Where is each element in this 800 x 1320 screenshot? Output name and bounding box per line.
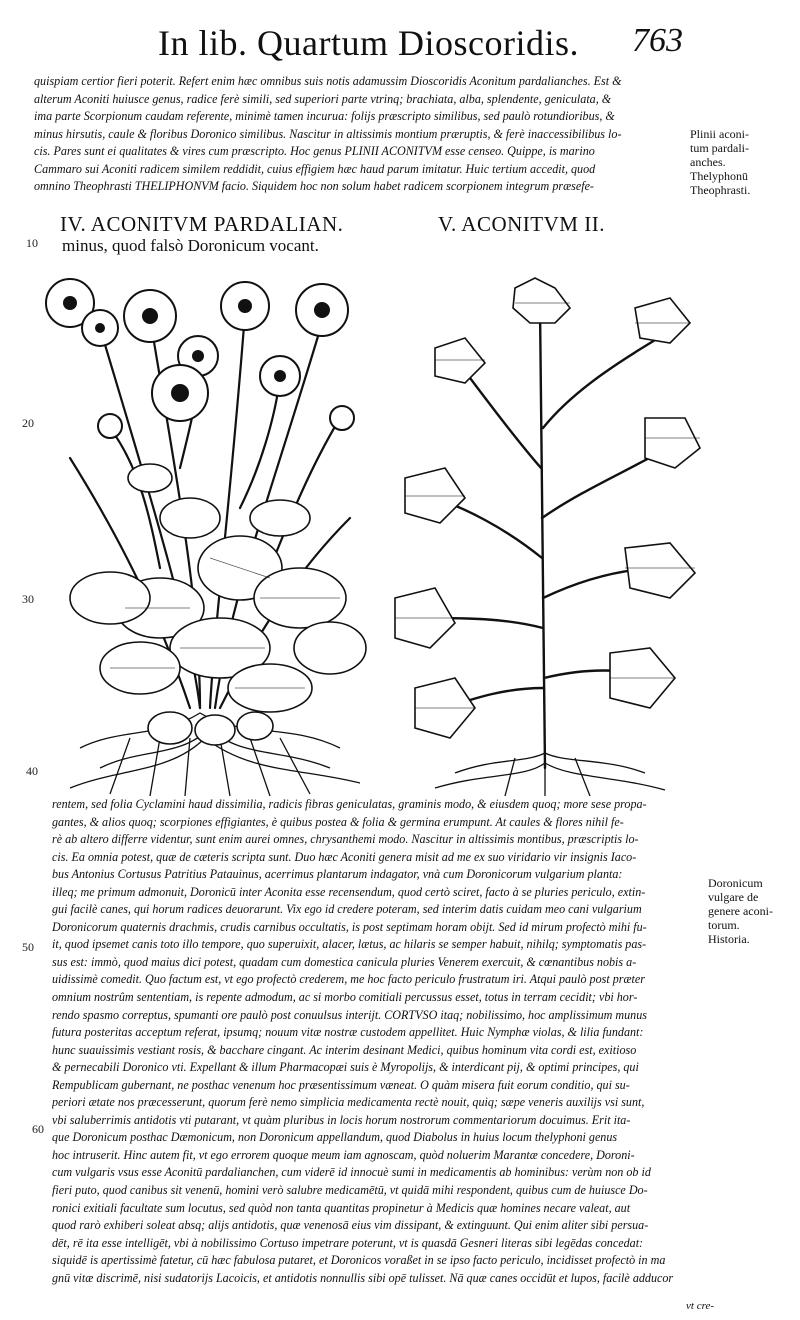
text-line: que Doronicum posthac Dæmonicum, non Doronicum appellandum, quod Diabolus in huius locum thelyphoni genus xyxy=(52,1130,618,1145)
margin-note-line: tum pardali- xyxy=(690,141,749,155)
line-number: 30 xyxy=(22,592,34,606)
catchword: vt cre- xyxy=(686,1300,714,1312)
text-line: Rempublicam gubernant, ne posthac venenum hoc præsentissimum væneat. O quàm misera fuit eorum conditio, qui su- xyxy=(52,1077,630,1092)
text-line: dēt, rē ita esse intelligēt, vbi à nobilissimo Cortuso impetrare poterunt, vt is quasdā Gesneri literas sibi legēdas concedat: xyxy=(52,1235,644,1250)
text-line: minus hirsutis, caule & floribus Doronico similibus. Nascitur in altissimis montium præruptis, & ferè inaccessibilibus lo- xyxy=(34,126,622,141)
margin-note-line: Doronicum xyxy=(708,876,763,890)
margin-note-line: genere aconi- xyxy=(708,904,773,918)
body-paragraph xyxy=(52,796,708,1287)
text-line: bus Antonius Cortusus Patritius Patauinus, acerrimus plantarum indagator, vnà cum Doronicorum vulgarium planta: xyxy=(52,867,623,882)
margin-note-line: anches. xyxy=(690,155,726,169)
margin-note-line: Thelyphonū xyxy=(690,169,748,183)
line-number: 40 xyxy=(26,764,38,778)
text-line: omnium nostrûm sententiam, is repente admodum, ac si morbo comitiali percussus esset, totus in terram cecidit; vbi hor- xyxy=(52,990,638,1005)
text-line: uidissimè comedit. Quo factum est, vt ego profectò crederem, me hoc facto periculo frustratum iri. Atqui paulò post præter xyxy=(52,972,645,987)
woodcut-aconitum-pardalianches xyxy=(40,268,370,796)
text-line: siquidē is apertissimè fatetur, cū hæc fabulosa putaret, et Doronicos voraßet in se ipso facto periculo, incidisset profectò in ma xyxy=(52,1253,666,1268)
margin-note-line: torum. xyxy=(708,918,740,932)
text-line: periori ætate nos præcesserunt, quorum ferè nemo simplicia medicamenta rectè nouit, quiq; sæpe veneris auxilijs vsi sunt, xyxy=(52,1095,645,1110)
text-line: gnū vitæ discrimē, nisi sudatorijs Lacoicis, et antidotis nonnullis sibi opē tulisset. Nā quæ canes occidūt et lupos, facilè adducor xyxy=(52,1270,674,1285)
text-line: it, quod ipsemet canis toto illo tempore, quo superuixit, alacer, lætus, ac hilaris se semper habuit, nihilq; symptomatis pas- xyxy=(52,937,647,952)
text-line: gui facilè canes, qui horum radices deuorarunt. Vix ego id credere poteram, sed interim datis cuidam meo cani vulgarium xyxy=(52,902,642,917)
margin-note-line: Plinii aconi- xyxy=(690,127,749,141)
running-title: In lib. Quartum Dioscoridis. xyxy=(158,23,579,63)
text-line: & pernecabili Doronico vti. Expellant & illum Pharmacopæi suis è Myropolijs, & interdicant pij, & optimi principes, qui xyxy=(52,1060,639,1075)
text-line: rè ab altero differre videntur, sunt enim aurei omnes, chrysanthemi modo. Nascitur in altissimis montibus, præscriptis lo- xyxy=(52,832,639,847)
line-number: 20 xyxy=(22,416,34,430)
text-line: cis. Pares sunt ei qualitates & vires cum præscripto. Hoc genus PLINII ACONITVM esse censeo. Quippe, is marino xyxy=(34,144,595,159)
page-header xyxy=(0,18,800,70)
top-paragraph xyxy=(34,73,686,196)
text-line: alterum Aconiti huiusce genus, radice ferè simili, sed superiori parte vtrinq; brachiata, alba, splendente, geniculata, & xyxy=(34,91,612,106)
margin-note-doronicum xyxy=(708,876,800,946)
text-line: hunc suauissimis vestiant rosis, & bacchare cingant. Ac interim desinant Medici, quibus hominum vita cordi est, exitioso xyxy=(52,1042,637,1057)
text-line: quispiam certior fieri poterit. Refert enim hæc omnibus suis notis adamussim Dioscoridis Aconitum pardalianches. Est & xyxy=(34,74,622,88)
text-line: rendo spasmo correptus, spumanti ore paulò post conuulsus interijt. CORTVSO itaq; nobilissimo, hoc amplissimum munus xyxy=(52,1007,647,1022)
text-line: illeq; me primum admonuit, Doronicū inter Aconita esse recensendum, quod certò sciret, facto à se pluries periculo, extin- xyxy=(52,884,646,899)
text-line: Cammaro sui Aconiti radicem similem reddidit, cuius effigiem hæc haud parum imitatur. Huic tertium accedit, quod xyxy=(34,161,596,176)
text-line: ronici exitiali facultate sum locutus, sed quòd non tanta quantitas propinetur à Medicis quæ homines necare valeat, aut xyxy=(52,1200,631,1215)
text-line: cum vulgaris vsus esse Aconitū pardalianchen, cum viderē id innocuè sumi in medicamentis ab hominibus: verùm non ob id xyxy=(52,1165,651,1180)
line-number: 10 xyxy=(26,236,38,250)
margin-note-plinius xyxy=(690,127,800,197)
text-line: rentem, sed folia Cyclamini haud dissimilia, radicis fibras geniculatas, graminis modo, & eiusdem quoq; more sese propa- xyxy=(52,797,647,811)
text-line: Doronicorum quaternis drachmis, crudis carnibus occultatis, is post septimam horam obijt. Sed id mirum profectò mihi fu- xyxy=(52,919,647,934)
text-line: ima parte Scorpionum caudam referente, minimè tamen incurua: folijs præscripto similibus, sed paulò rotundioribus, & xyxy=(34,109,615,124)
text-line: fieri puto, quod canibus sit venenū, homini verò salubre medicamētū, vt quidā mihi respondent, quibus cum de huiusce Do- xyxy=(52,1183,648,1198)
text-line: futura posteritas acceptum referat, ipsumq; nouum vitæ nostræ custodem appellitet. Huic Nymphæ violas, & lilia fundant: xyxy=(52,1025,644,1040)
line-number: 60 xyxy=(32,1122,44,1136)
woodcut-aconitum-ii xyxy=(395,268,705,796)
text-line: sus est: immò, quod maius dici potest, quadam cum domestica canicula pluries Venerem exercuit, & cœnantibus nobis a- xyxy=(52,954,637,969)
text-line: vbi saluberrimis antidotis vti putarant, vt quàm pluribus in locis horum nostrorum commentariorum docuimus. Erit ita- xyxy=(52,1112,631,1127)
text-line: omnino Theophrasti THELIPHONVM facio. Siquidem hoc non solum habet radicem scorpionem integrum præsefe- xyxy=(34,179,594,194)
figure-subtitle-iv: minus, quod falsò Doronicum vocant. xyxy=(62,236,319,255)
margin-note-line: Theophrasti. xyxy=(690,183,751,197)
page-number: 763 xyxy=(632,22,683,59)
text-line: cis. Ea omnia potest, quæ de cæteris scripta sunt. Duo hæc Aconiti genera misit ad me ex suo viridario vir insignis Iaco- xyxy=(52,849,637,864)
figure-title-iv: IV. ACONITVM PARDALIAN. xyxy=(60,212,344,236)
text-line: quod rarò exhiberi soleat absq; alijs antidotis, quæ venenosā eius vim dissipant, & extinguunt. Qui enim aliter sibi persua- xyxy=(52,1218,649,1233)
margin-note-line: vulgare de xyxy=(708,890,759,904)
text-line: hoc intruserit. Hinc autem fit, vt ego errorem quoque meum iam agnoscam, quòd noluerim Marantæ concedere, Doroni- xyxy=(52,1147,635,1162)
text-line: gantes, & alios quoq; scorpiones effigiantes, è quibus postea & folia & germina erumpunt. At caules & flores nihil fe- xyxy=(52,814,624,829)
line-number: 50 xyxy=(22,940,34,954)
figure-title-v: V. ACONITVM II. xyxy=(438,212,605,236)
margin-note-line: Historia. xyxy=(708,932,750,946)
